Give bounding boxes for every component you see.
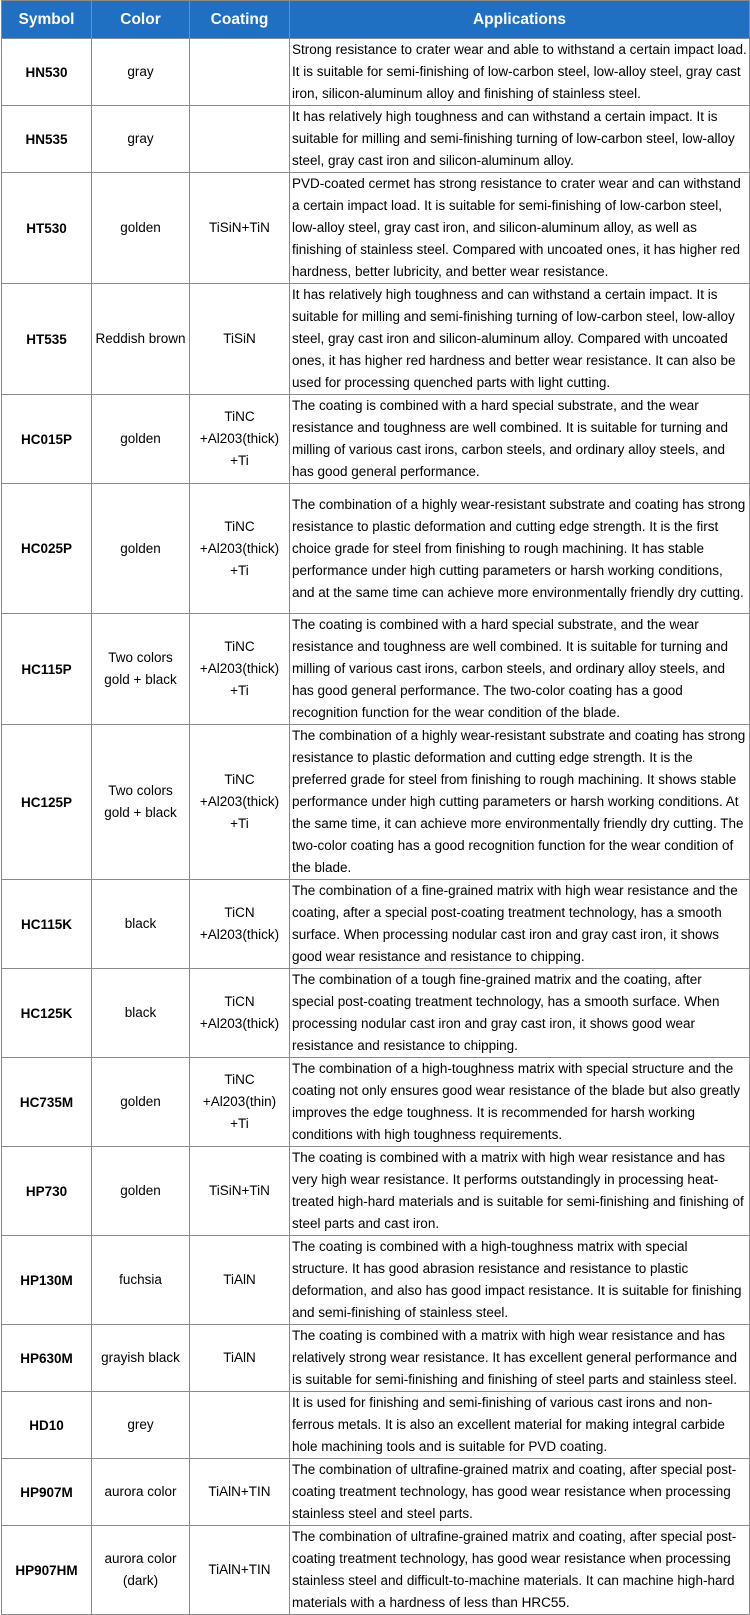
applications-cell: It has relatively high toughness and can withstand a certain impact. It is suitable for milling and semi-finishing turning of low-carbon steel, low-alloy steel, gray cast iron and silicon-aluminum alloy.: [290, 106, 750, 173]
symbol-cell: HP730: [2, 1147, 92, 1236]
table-row: [2, 395, 750, 484]
applications-cell: The coating is combined with a high-toughness matrix with special structure. It has good abrasion resistance and resistance to plastic deformation, and also has good impact resistance. It is suitable for finishing and semi-finishing of stainless steel.: [290, 1236, 750, 1325]
applications-cell: The coating is combined with a hard special substrate, and the wear resistance and toughness are well combined. It is suitable for turning and milling of various cast irons, carbon steels, and ordinary alloy steels, and has good general performance. The two-color coating has a good recognition function for the wear condition of the blade.: [290, 614, 750, 725]
applications-cell: The coating is combined with a hard special substrate, and the wear resistance and toughness are well combined. It is suitable for turning and milling of various cast irons, carbon steels, and ordinary alloy steels, and has good general performance.: [290, 395, 750, 484]
applications-cell: The combination of a highly wear-resistant substrate and coating has strong resistance to plastic deformation and cutting edge strength. It is the first choice grade for steel from finishing to rough machining. It has stable performance under high cutting parameters or harsh working conditions, and at the same time can achieve more environmentally friendly dry cutting.: [290, 484, 750, 614]
coating-cell: TiAlN: [190, 1236, 290, 1325]
coating-cell: TiNC +Al203(thin) +Ti: [190, 1058, 290, 1147]
applications-cell: The combination of a highly wear-resistant substrate and coating has strong resistance to plastic deformation and cutting edge strength. It is the preferred grade for steel from finishing to rough machining. It shows stable performance under high cutting parameters or harsh working conditions. At the same time, it can achieve more environmentally friendly dry cutting. The two-color coating has a good recognition function for the wear condition of the blade.: [290, 725, 750, 880]
symbol-cell: HC115P: [2, 614, 92, 725]
color-cell: golden: [92, 173, 190, 284]
table-row: [2, 1526, 750, 1615]
table-row: [2, 880, 750, 969]
color-cell: black: [92, 969, 190, 1058]
coating-cell: TiCN +Al203(thick): [190, 969, 290, 1058]
symbol-cell: HP907HM: [2, 1526, 92, 1615]
grades-table: [1, 0, 750, 1615]
symbol-cell: HN535: [2, 106, 92, 173]
applications-cell: It has relatively high toughness and can withstand a certain impact. It is suitable for milling and semi-finishing turning of low-carbon steel, low-alloy steel, gray cast iron and silicon-aluminum alloy. Compared with uncoated ones, it has higher red hardness and better wear resistance. It can also be used for processing quenched parts with light cutting.: [290, 284, 750, 395]
applications-cell: The combination of a fine-grained matrix with high wear resistance and the coating, after a special post-coating treatment technology, has a smooth surface. When processing nodular cast iron and gray cast iron, it shows good wear resistance and resistance to chipping.: [290, 880, 750, 969]
table-row: [2, 173, 750, 284]
color-cell: golden: [92, 1058, 190, 1147]
color-cell: golden: [92, 484, 190, 614]
coating-cell: [190, 1392, 290, 1459]
table-row: [2, 484, 750, 614]
table-row: [2, 1236, 750, 1325]
applications-cell: The combination of a high-toughness matrix with special structure and the coating not only ensures good wear resistance of the blade but also greatly improves the edge toughness. It is recommended for harsh working conditions with high toughness requirements.: [290, 1058, 750, 1147]
table-row: [2, 106, 750, 173]
coating-cell: TiNC +Al203(thick) +Ti: [190, 395, 290, 484]
header-coating: Coating: [190, 1, 290, 39]
coating-cell: TiSiN+TiN: [190, 173, 290, 284]
symbol-cell: HT535: [2, 284, 92, 395]
applications-cell: It is used for finishing and semi-finishing of various cast irons and non-ferrous metals. It is also an excellent material for making integral carbide hole machining tools and is suitable for PVD coating.: [290, 1392, 750, 1459]
table-row: [2, 725, 750, 880]
symbol-cell: HP907M: [2, 1459, 92, 1526]
symbol-cell: HT530: [2, 173, 92, 284]
header-symbol: Symbol: [2, 1, 92, 39]
applications-cell: The combination of ultrafine-grained matrix and coating, after special post-coating treatment technology, has good wear resistance when processing stainless steel and difficult-to-machine materials. It can machine high-hard materials with a hardness of less than HRC55.: [290, 1526, 750, 1615]
color-cell: Two colors gold + black: [92, 614, 190, 725]
color-cell: black: [92, 880, 190, 969]
table-row: [2, 969, 750, 1058]
applications-cell: Strong resistance to crater wear and able to withstand a certain impact load. It is suitable for semi-finishing of low-carbon steel, low-alloy steel, gray cast iron, silicon-aluminum alloy and finishing of stainless steel.: [290, 39, 750, 106]
coating-cell: TiAlN+TIN: [190, 1526, 290, 1615]
table-row: [2, 1325, 750, 1392]
color-cell: grayish black: [92, 1325, 190, 1392]
color-cell: aurora color: [92, 1459, 190, 1526]
symbol-cell: HC025P: [2, 484, 92, 614]
color-cell: gray: [92, 106, 190, 173]
header-applications: Applications: [290, 1, 750, 39]
coating-cell: TiCN +Al203(thick): [190, 880, 290, 969]
table-row: [2, 284, 750, 395]
applications-cell: The combination of ultrafine-grained matrix and coating, after special post-coating treatment technology, has good wear resistance when processing stainless steel and steel parts.: [290, 1459, 750, 1526]
coating-cell: [190, 106, 290, 173]
color-cell: fuchsia: [92, 1236, 190, 1325]
table-row: [2, 1459, 750, 1526]
applications-cell: The combination of a tough fine-grained matrix and the coating, after special post-coating treatment technology, has a smooth surface. When processing nodular cast iron and gray cast iron, it shows good wear resistance and resistance to chipping.: [290, 969, 750, 1058]
coating-cell: TiNC +Al203(thick) +Ti: [190, 725, 290, 880]
symbol-cell: HC125K: [2, 969, 92, 1058]
symbol-cell: HC735M: [2, 1058, 92, 1147]
color-cell: Reddish brown: [92, 284, 190, 395]
symbol-cell: HC125P: [2, 725, 92, 880]
color-cell: gray: [92, 39, 190, 106]
table-row: [2, 1392, 750, 1459]
header-row: [2, 1, 750, 39]
symbol-cell: HP130M: [2, 1236, 92, 1325]
coating-cell: TiSiN+TiN: [190, 1147, 290, 1236]
applications-cell: The coating is combined with a matrix with high wear resistance and has relatively strong wear resistance. It has excellent general performance and is suitable for semi-finishing and finishing of steel parts and stainless steel.: [290, 1325, 750, 1392]
applications-cell: PVD-coated cermet has strong resistance to crater wear and can withstand a certain impact load. It is suitable for semi-finishing of low-carbon steel, low-alloy steel, gray cast iron, and silicon-aluminum alloy, as well as finishing of stainless steel. Compared with uncoated ones, it has higher red hardness, better lubricity, and better wear resistance.: [290, 173, 750, 284]
symbol-cell: HP630M: [2, 1325, 92, 1392]
coating-cell: TiAlN+TIN: [190, 1459, 290, 1526]
color-cell: aurora color (dark): [92, 1526, 190, 1615]
coating-cell: TiNC +Al203(thick) +Ti: [190, 614, 290, 725]
coating-cell: TiNC +Al203(thick) +Ti: [190, 484, 290, 614]
table-row: [2, 1058, 750, 1147]
symbol-cell: HD10: [2, 1392, 92, 1459]
symbol-cell: HN530: [2, 39, 92, 106]
symbol-cell: HC115K: [2, 880, 92, 969]
coating-cell: [190, 39, 290, 106]
table-row: [2, 1147, 750, 1236]
header-color: Color: [92, 1, 190, 39]
symbol-cell: HC015P: [2, 395, 92, 484]
table-row: [2, 614, 750, 725]
applications-cell: The coating is combined with a matrix with high wear resistance and has very high wear resistance. It performs outstandingly in processing heat-treated high-hard materials and is suitable for semi-finishing and finishing of steel parts and cast iron.: [290, 1147, 750, 1236]
color-cell: grey: [92, 1392, 190, 1459]
coating-cell: TiAlN: [190, 1325, 290, 1392]
table-row: [2, 39, 750, 106]
color-cell: Two colors gold + black: [92, 725, 190, 880]
color-cell: golden: [92, 1147, 190, 1236]
coating-cell: TiSiN: [190, 284, 290, 395]
color-cell: golden: [92, 395, 190, 484]
